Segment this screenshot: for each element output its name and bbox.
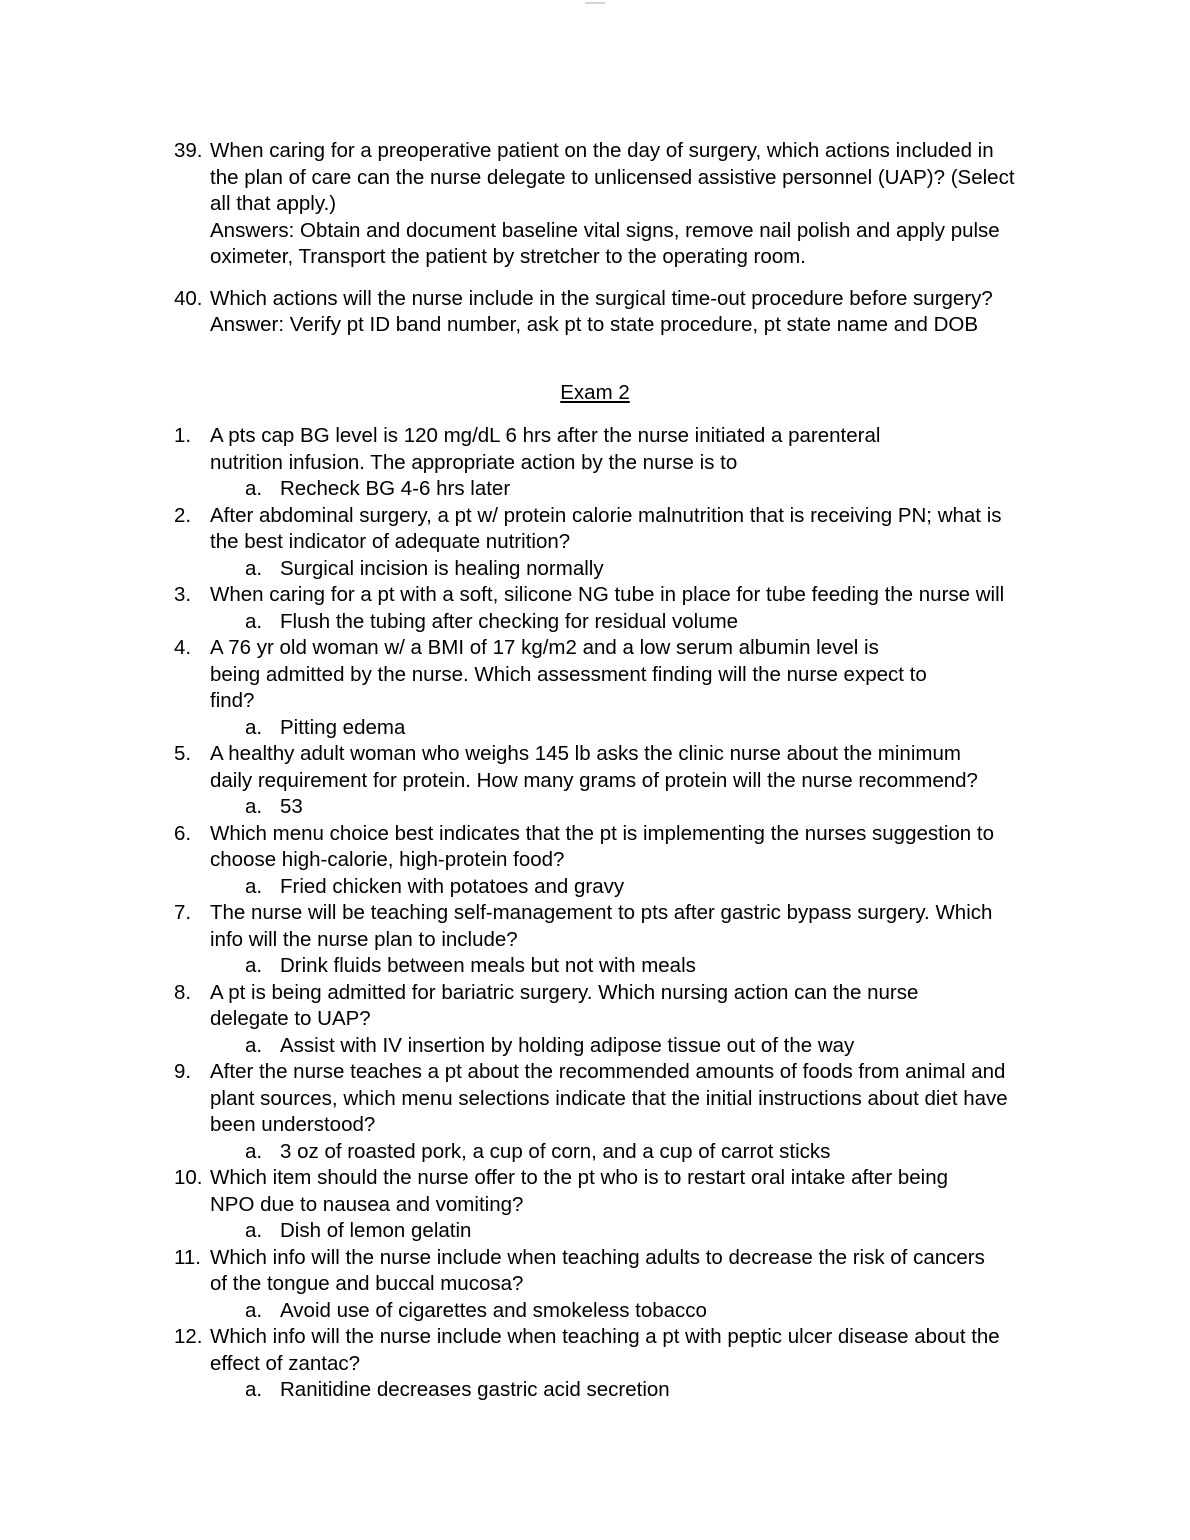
answer-letter: a.	[245, 874, 263, 898]
question-line: Which menu choice best indicates that the pt is implementing the nurses suggestion to	[210, 821, 994, 845]
question-number: 5.	[174, 742, 192, 765]
question-line: effect of zantac?	[210, 1351, 361, 1375]
question-number: 2.	[174, 503, 192, 527]
answer-text	[210, 312, 1062, 339]
question-40	[0, 286, 1190, 339]
exam2-question	[0, 1059, 1190, 1139]
question-line: Which item should the nurse offer to the pt who is to restart oral intake after being	[210, 1166, 949, 1189]
question-number: 3.	[174, 583, 192, 606]
answer-item	[0, 476, 1190, 503]
question-line: find?	[210, 689, 255, 712]
exam2-question	[0, 1324, 1190, 1377]
question-text	[210, 286, 1062, 313]
answer-text: Pitting edema	[280, 715, 406, 739]
answer-letter: a.	[245, 556, 263, 580]
exam2-question	[0, 1165, 1190, 1218]
answer-letter: a.	[245, 609, 263, 633]
answer-letter: a.	[245, 477, 263, 500]
question-text	[210, 138, 1062, 218]
answer-line: oximeter, Transport the patient by stretcher to the operating room.	[210, 245, 806, 268]
exam2-question	[0, 503, 1190, 556]
answer-text: Surgical incision is healing normally	[280, 556, 604, 580]
question-line: A 76 yr old woman w/ a BMI of 17 kg/m2 and a low serum albumin level is	[210, 636, 879, 659]
question-line: Which info will the nurse include when teaching adults to decrease the risk of cancers	[210, 1245, 985, 1269]
question-number: 1.	[174, 424, 192, 447]
exam2-question	[0, 582, 1190, 609]
answer-item	[0, 953, 1190, 980]
answer-item	[0, 715, 1190, 742]
answer-letter: a.	[245, 795, 263, 818]
answer-item	[0, 609, 1190, 636]
answer-text: Drink fluids between meals but not with meals	[280, 954, 696, 977]
question-number: 6.	[174, 821, 192, 845]
question-line: info will the nurse plan to include?	[210, 927, 518, 951]
question-number: 7.	[174, 901, 192, 924]
answer-text: Dish of lemon gelatin	[280, 1219, 472, 1242]
answer-text: Avoid use of cigarettes and smokeless tobacco	[280, 1298, 707, 1322]
question-line: The nurse will be teaching self-management to pts after gastric bypass surgery. Which	[210, 901, 993, 924]
header-mark	[585, 2, 605, 4]
question-number: 8.	[174, 980, 192, 1004]
answer-text: Ranitidine decreases gastric acid secretion	[280, 1378, 670, 1401]
answer-letter: a.	[245, 715, 263, 739]
answer-item	[0, 1377, 1190, 1404]
question-line: choose high-calorie, high-protein food?	[210, 848, 565, 871]
question-line: being admitted by the nurse. Which assessment finding will the nurse expect to	[210, 662, 927, 686]
answer-text: Recheck BG 4-6 hrs later	[280, 477, 511, 500]
question-39	[0, 138, 1190, 271]
question-line: After abdominal surgery, a pt w/ protein calorie malnutrition that is receiving PN; what is	[210, 503, 1002, 527]
exam2-question	[0, 635, 1190, 715]
exam2-question	[0, 423, 1190, 476]
question-number: 11.	[174, 1245, 201, 1269]
answer-item	[0, 1139, 1190, 1166]
exam2-question	[0, 980, 1190, 1033]
question-number: 12.	[174, 1325, 203, 1348]
answer-text: 53	[280, 795, 303, 818]
answer-text: 3 oz of roasted pork, a cup of corn, and a cup of carrot sticks	[280, 1139, 831, 1163]
question-line: When caring for a preoperative patient on the day of surgery, which actions included in	[210, 139, 994, 162]
section-heading-wrap	[0, 380, 1190, 407]
answer-letter: a.	[245, 1378, 263, 1401]
question-line: Which info will the nurse include when teaching a pt with peptic ulcer disease about the	[210, 1325, 1000, 1348]
answer-item	[0, 874, 1190, 901]
question-line: A pt is being admitted for bariatric surgery. Which nursing action can the nurse	[210, 980, 919, 1004]
answer-item	[0, 794, 1190, 821]
answer-item	[0, 1298, 1190, 1325]
answer-text: Assist with IV insertion by holding adipose tissue out of the way	[280, 1033, 855, 1057]
question-line: nutrition infusion. The appropriate action by the nurse is to	[210, 450, 738, 474]
question-line: A healthy adult woman who weighs 145 lb asks the clinic nurse about the minimum	[210, 742, 961, 765]
section-heading: Exam 2	[560, 380, 630, 404]
question-line: daily requirement for protein. How many grams of protein will the nurse recommend?	[210, 768, 978, 792]
question-line: delegate to UAP?	[210, 1007, 371, 1030]
question-line: been understood?	[210, 1113, 376, 1136]
answer-item	[0, 556, 1190, 583]
question-number: 9.	[174, 1060, 192, 1083]
answer-text: Fried chicken with potatoes and gravy	[280, 874, 625, 898]
question-number: 4.	[174, 636, 192, 659]
question-line: After the nurse teaches a pt about the recommended amounts of foods from animal and	[210, 1060, 1006, 1083]
question-line: When caring for a pt with a soft, silicone NG tube in place for tube feeding the nurse will	[210, 583, 1005, 606]
question-line: all that apply.)	[210, 192, 337, 215]
question-line: the best indicator of adequate nutrition?	[210, 530, 571, 553]
exam2-question	[0, 900, 1190, 953]
answer-letter: a.	[245, 954, 263, 977]
answer-line: Answer: Verify pt ID band number, ask pt to state procedure, pt state name and DOB	[210, 313, 979, 336]
question-line: plant sources, which menu selections indicate that the initial instructions about diet have	[210, 1086, 1008, 1110]
answer-text	[210, 218, 1062, 271]
answer-item	[0, 1218, 1190, 1245]
question-line: of the tongue and buccal mucosa?	[210, 1272, 524, 1295]
exam2-question	[0, 741, 1190, 794]
answer-letter: a.	[245, 1139, 263, 1163]
answer-letter: a.	[245, 1298, 263, 1322]
exam2-question	[0, 821, 1190, 874]
question-line: NPO due to nausea and vomiting?	[210, 1192, 524, 1216]
answer-letter: a.	[245, 1033, 263, 1057]
question-number: 39.	[174, 139, 203, 162]
question-line: A pts cap BG level is 120 mg/dL 6 hrs after the nurse initiated a parenteral	[210, 424, 881, 447]
question-line: Which actions will the nurse include in the surgical time-out procedure before surgery?	[210, 286, 993, 310]
answer-line: Answers: Obtain and document baseline vital signs, remove nail polish and apply pulse	[210, 218, 1000, 242]
answer-text: Flush the tubing after checking for residual volume	[280, 609, 739, 633]
answer-item	[0, 1033, 1190, 1060]
question-line: the plan of care can the nurse delegate to unlicensed assistive personnel (UAP)? (Select	[210, 165, 1015, 189]
question-number: 40.	[174, 286, 203, 310]
answer-letter: a.	[245, 1219, 263, 1242]
question-number: 10.	[174, 1166, 203, 1189]
exam2-question	[0, 1245, 1190, 1298]
document-page	[0, 138, 1190, 1404]
